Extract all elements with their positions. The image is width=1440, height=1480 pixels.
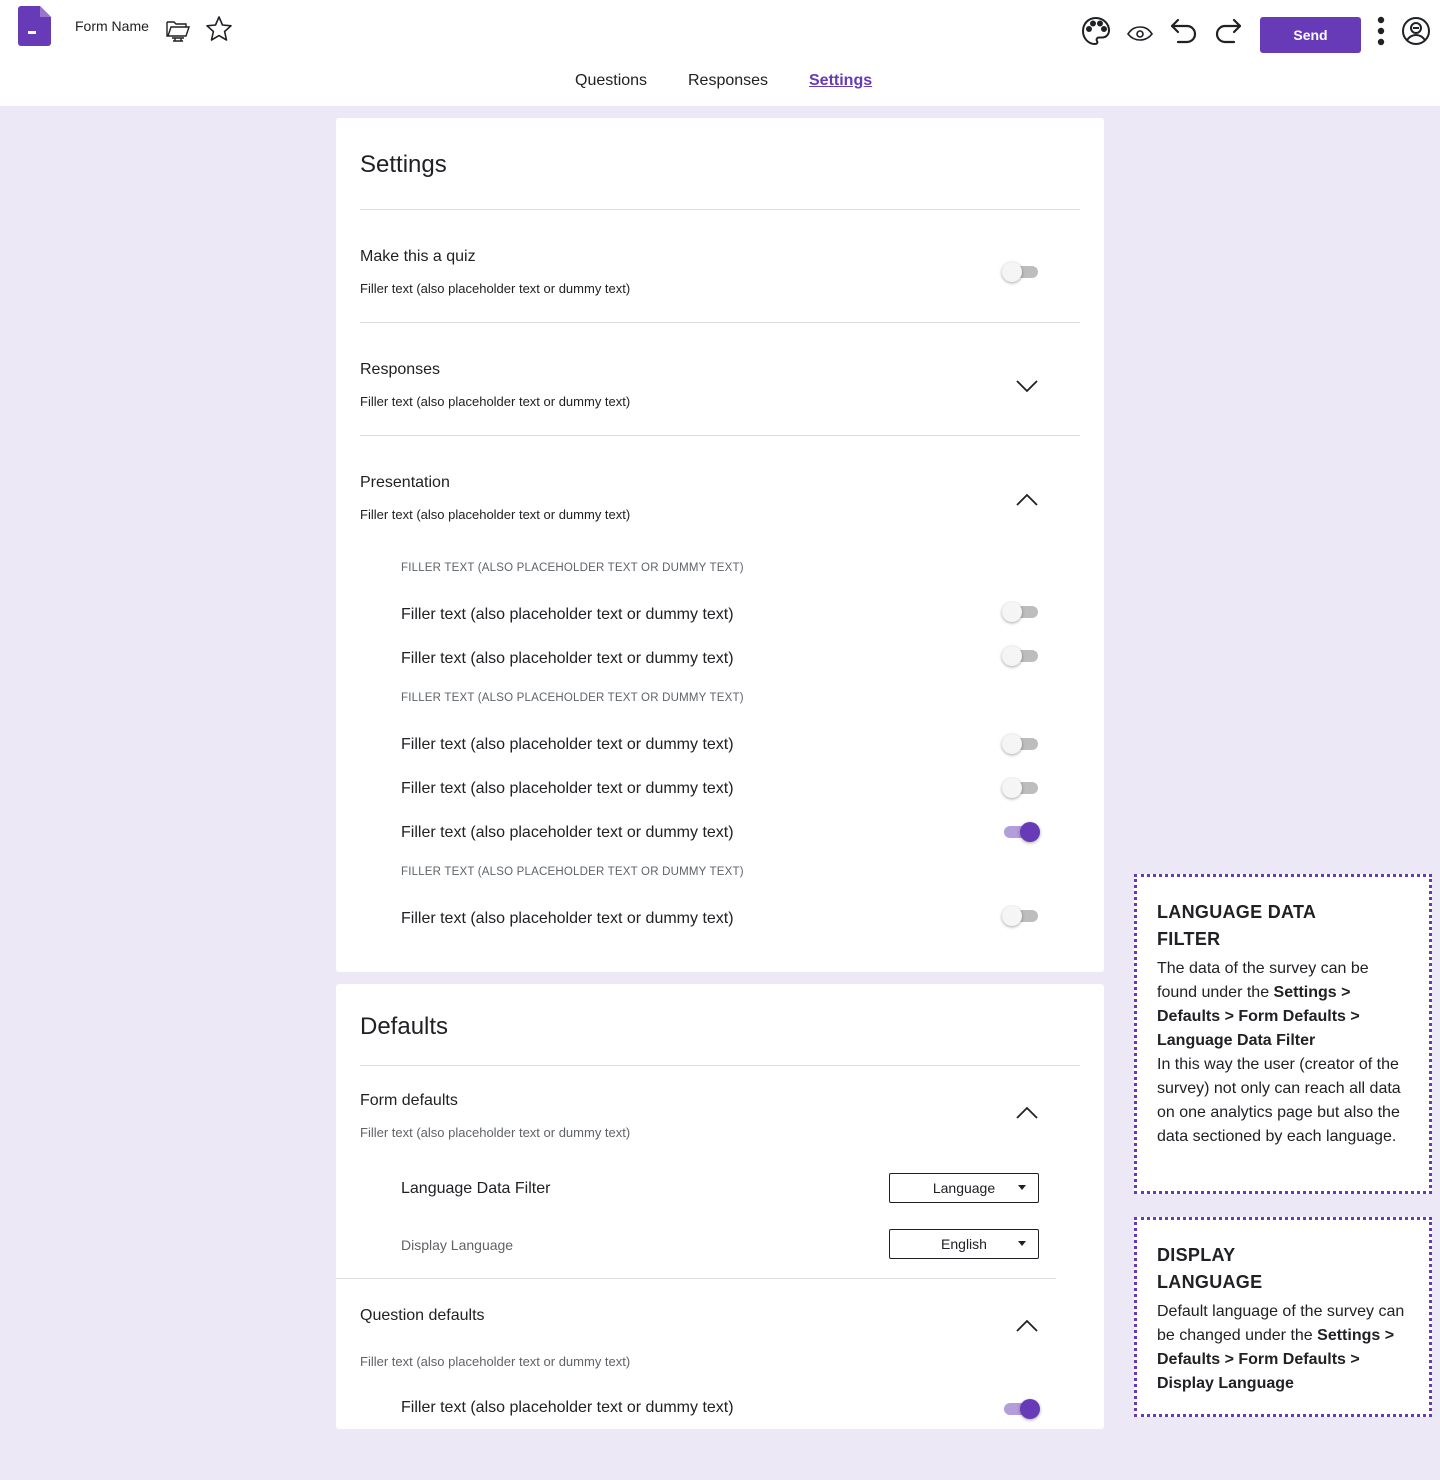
language-data-filter-note bbox=[1134, 874, 1432, 1194]
tab-responses[interactable]: Responses bbox=[688, 72, 769, 89]
quiz-subtitle: Filler text (also placeholder text or dummy text) bbox=[360, 281, 631, 296]
chevron-down-icon[interactable] bbox=[1015, 374, 1039, 398]
presentation-group-heading: FILLER TEXT (ALSO PLACEHOLDER TEXT OR DUMMY TEXT) bbox=[401, 562, 744, 574]
note-title-line: FILTER bbox=[1157, 929, 1221, 949]
presentation-group-heading: FILLER TEXT (ALSO PLACEHOLDER TEXT OR DUMMY TEXT) bbox=[401, 866, 744, 878]
presentation-option-label: Filler text (also placeholder text or dummy text) bbox=[401, 650, 734, 667]
question-defaults-subtitle: Filler text (also placeholder text or dummy text) bbox=[360, 1354, 631, 1369]
defaults-card bbox=[336, 984, 1104, 1429]
note-title bbox=[1157, 1242, 1409, 1296]
defaults-title: Defaults bbox=[360, 1013, 449, 1040]
divider bbox=[360, 1065, 1080, 1066]
redo-icon[interactable] bbox=[1212, 16, 1244, 48]
divider bbox=[336, 1278, 1056, 1279]
question-default-option-label: Filler text (also placeholder text or dummy text) bbox=[401, 1399, 734, 1416]
responses-section-subtitle: Filler text (also placeholder text or dummy text) bbox=[360, 394, 631, 409]
display-language-label: Display Language bbox=[401, 1237, 514, 1253]
top-bar bbox=[0, 0, 1440, 106]
settings-card bbox=[336, 118, 1104, 972]
question-default-option-toggle[interactable] bbox=[1002, 1399, 1040, 1419]
folder-icon[interactable] bbox=[164, 15, 192, 43]
tab-questions[interactable]: Questions bbox=[575, 72, 648, 89]
presentation-option-toggle[interactable] bbox=[1002, 646, 1040, 666]
dropdown-arrow-icon bbox=[1018, 1241, 1026, 1246]
form-defaults-title: Form defaults bbox=[360, 1092, 458, 1109]
note-text: In this way the user (creator of the survey) not only can reach all data on one analytics page but also the data sectioned by each language. bbox=[1157, 1056, 1401, 1145]
divider bbox=[360, 435, 1080, 436]
presentation-option-toggle[interactable] bbox=[1002, 822, 1040, 842]
presentation-option-toggle[interactable] bbox=[1002, 602, 1040, 622]
presentation-option-toggle[interactable] bbox=[1002, 734, 1040, 754]
note-text: Default language of the survey can be changed under the bbox=[1157, 1303, 1405, 1344]
account-icon[interactable] bbox=[1400, 15, 1432, 47]
note-path: Settings > Defaults > Form Defaults > Language Data Filter bbox=[1157, 984, 1360, 1049]
responses-section-title: Responses bbox=[360, 361, 441, 378]
presentation-group-heading: FILLER TEXT (ALSO PLACEHOLDER TEXT OR DUMMY TEXT) bbox=[401, 692, 744, 704]
presentation-option-label: Filler text (also placeholder text or dummy text) bbox=[401, 910, 734, 927]
presentation-option-toggle[interactable] bbox=[1002, 778, 1040, 798]
note-title bbox=[1157, 899, 1409, 953]
note-text: The data of the survey can be found under the bbox=[1157, 960, 1369, 1001]
presentation-option-label: Filler text (also placeholder text or dummy text) bbox=[401, 736, 734, 753]
form-name[interactable]: Form Name bbox=[75, 18, 149, 34]
quiz-toggle[interactable] bbox=[1002, 262, 1040, 282]
tab-settings[interactable]: Settings bbox=[809, 72, 873, 89]
palette-icon[interactable] bbox=[1080, 15, 1112, 47]
quiz-title: Make this a quiz bbox=[360, 248, 476, 265]
language-data-filter-value: Language bbox=[932, 1180, 996, 1196]
note-body bbox=[1157, 957, 1409, 1149]
form-doc-icon[interactable] bbox=[18, 6, 51, 46]
display-language-note bbox=[1134, 1217, 1432, 1417]
form-defaults-subtitle: Filler text (also placeholder text or dummy text) bbox=[360, 1125, 631, 1140]
note-title-line: DISPLAY bbox=[1157, 1245, 1236, 1265]
presentation-title: Presentation bbox=[360, 474, 450, 491]
note-title-line: LANGUAGE bbox=[1157, 1272, 1263, 1292]
note-path: Settings > Defaults > Form Defaults > Display Language bbox=[1157, 1327, 1395, 1392]
chevron-up-icon[interactable] bbox=[1015, 1101, 1039, 1125]
language-data-filter-label: Language Data Filter bbox=[401, 1180, 551, 1197]
chevron-up-icon[interactable] bbox=[1015, 488, 1039, 512]
presentation-subtitle: Filler text (also placeholder text or dummy text) bbox=[360, 507, 631, 522]
divider bbox=[360, 209, 1080, 210]
presentation-option-label: Filler text (also placeholder text or dummy text) bbox=[401, 824, 734, 841]
display-language-select[interactable] bbox=[889, 1229, 1039, 1259]
dropdown-arrow-icon bbox=[1018, 1185, 1026, 1190]
eye-icon[interactable] bbox=[1126, 22, 1154, 46]
chevron-up-icon[interactable] bbox=[1015, 1314, 1039, 1338]
question-defaults-title: Question defaults bbox=[360, 1307, 485, 1324]
note-body bbox=[1157, 1300, 1409, 1396]
settings-title: Settings bbox=[360, 151, 447, 178]
presentation-option-toggle[interactable] bbox=[1002, 906, 1040, 926]
tab-bar bbox=[0, 72, 1440, 92]
note-title-line: LANGUAGE DATA bbox=[1157, 902, 1317, 922]
presentation-option-label: Filler text (also placeholder text or dummy text) bbox=[401, 606, 734, 623]
presentation-option-label: Filler text (also placeholder text or dummy text) bbox=[401, 780, 734, 797]
display-language-value: English bbox=[941, 1236, 987, 1252]
more-vert-icon[interactable] bbox=[1374, 15, 1388, 47]
divider bbox=[360, 322, 1080, 323]
language-data-filter-select[interactable] bbox=[889, 1173, 1039, 1203]
star-icon[interactable] bbox=[204, 14, 234, 44]
undo-icon[interactable] bbox=[1168, 16, 1200, 48]
send-button[interactable]: Send bbox=[1260, 17, 1361, 53]
